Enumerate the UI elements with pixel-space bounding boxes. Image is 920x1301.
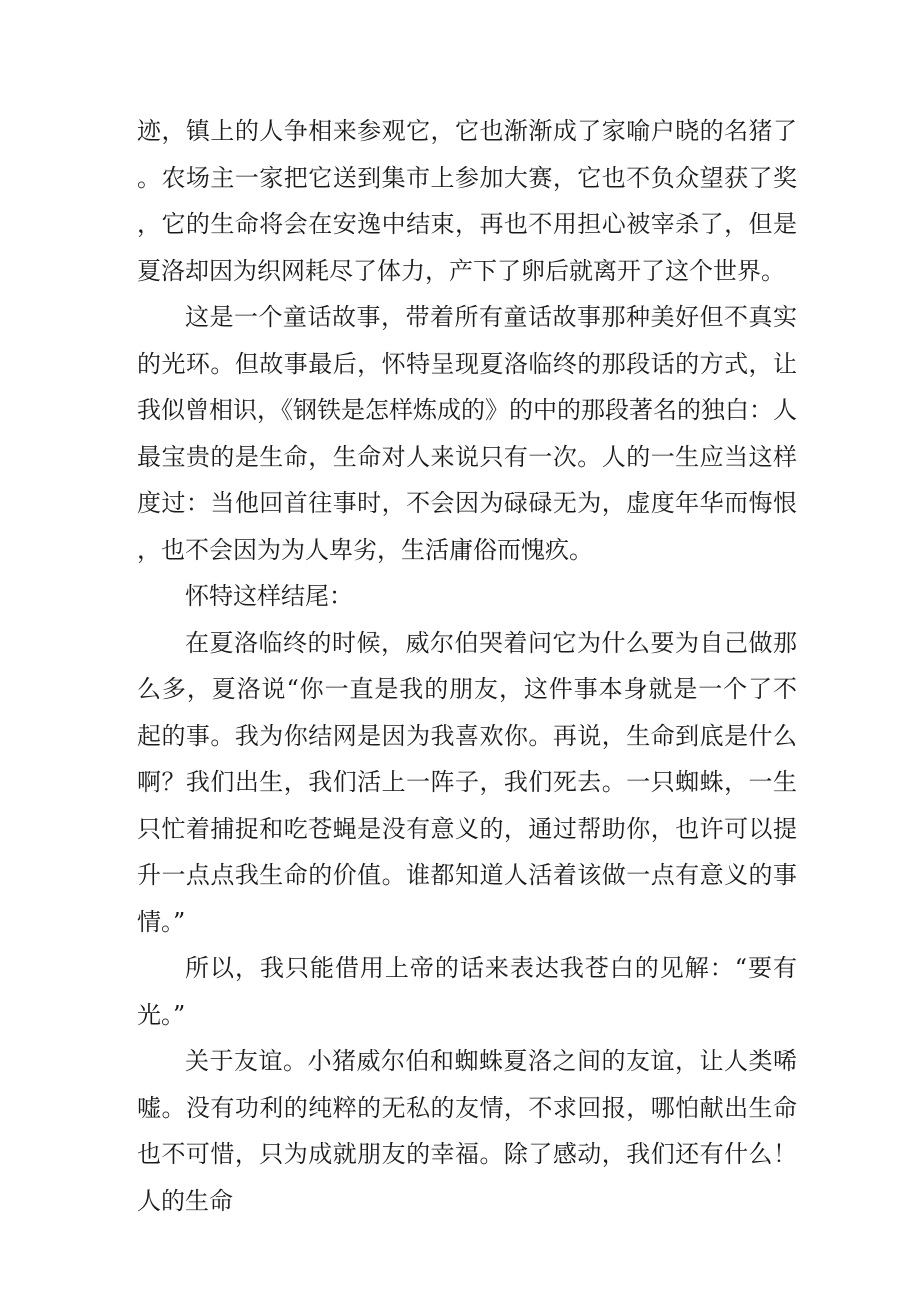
document-page (137, 108, 797, 1224)
paragraph-3: 怀特这样结尾： (185, 582, 353, 610)
paragraph-4: 在夏洛临终的时候，威尔伯哭着问它为什么要为自己做那么多，夏洛说“你一直是我的朋友，这件事本身就是一个了不起的事。我为你结网是因为我喜欢你。再说，生命到底是什么啊？我们出生，我们活上一阵子，我们死去。一只蜘蛛，一生只忙着捕捉和吃苍蝇是没有意义的，通过帮助你，也许可以提升一点点我生命的价值。谁都知道人活着该做一点有意义的事情。” (137, 628, 797, 936)
paragraph-1: 迹，镇上的人争相来参观它，它也渐渐成了家喻户晓的名猪了。农场主一家把它送到集市上参加大赛，它也不负众望获了奖，它的生命将会在安逸中结束，再也不用担心被宰杀了，但是夏洛却因为织网耗尽了体力，产下了卵后就离开了这个世界。 (137, 117, 797, 285)
paragraph-5: 所以，我只能借用上帝的话来表达我苍白的见解：“要有光。” (137, 954, 797, 1029)
paragraph-6: 关于友谊。小猪威尔伯和蜘蛛夏洛之间的友谊，让人类唏嘘。没有功利的纯粹的无私的友情，不求回报，哪怕献出生命也不可惜，只为成就朋友的幸福。除了感动，我们还有什么！人的生命 (137, 1047, 797, 1215)
paragraph-2: 这是一个童话故事，带着所有童话故事那种美好但不真实的光环。但故事最后，怀特呈现夏洛临终的那段话的方式，让我似曾相识，《钢铁是怎样炼成的》的中的那段著名的独白：人最宝贵的是生命，生命对人来说只有一次。人的一生应当这样度过：当他回首往事时，不会因为碌碌无为，虚度年华而悔恨，也不会因为为人卑劣，生活庸俗而愧疚。 (137, 303, 797, 564)
